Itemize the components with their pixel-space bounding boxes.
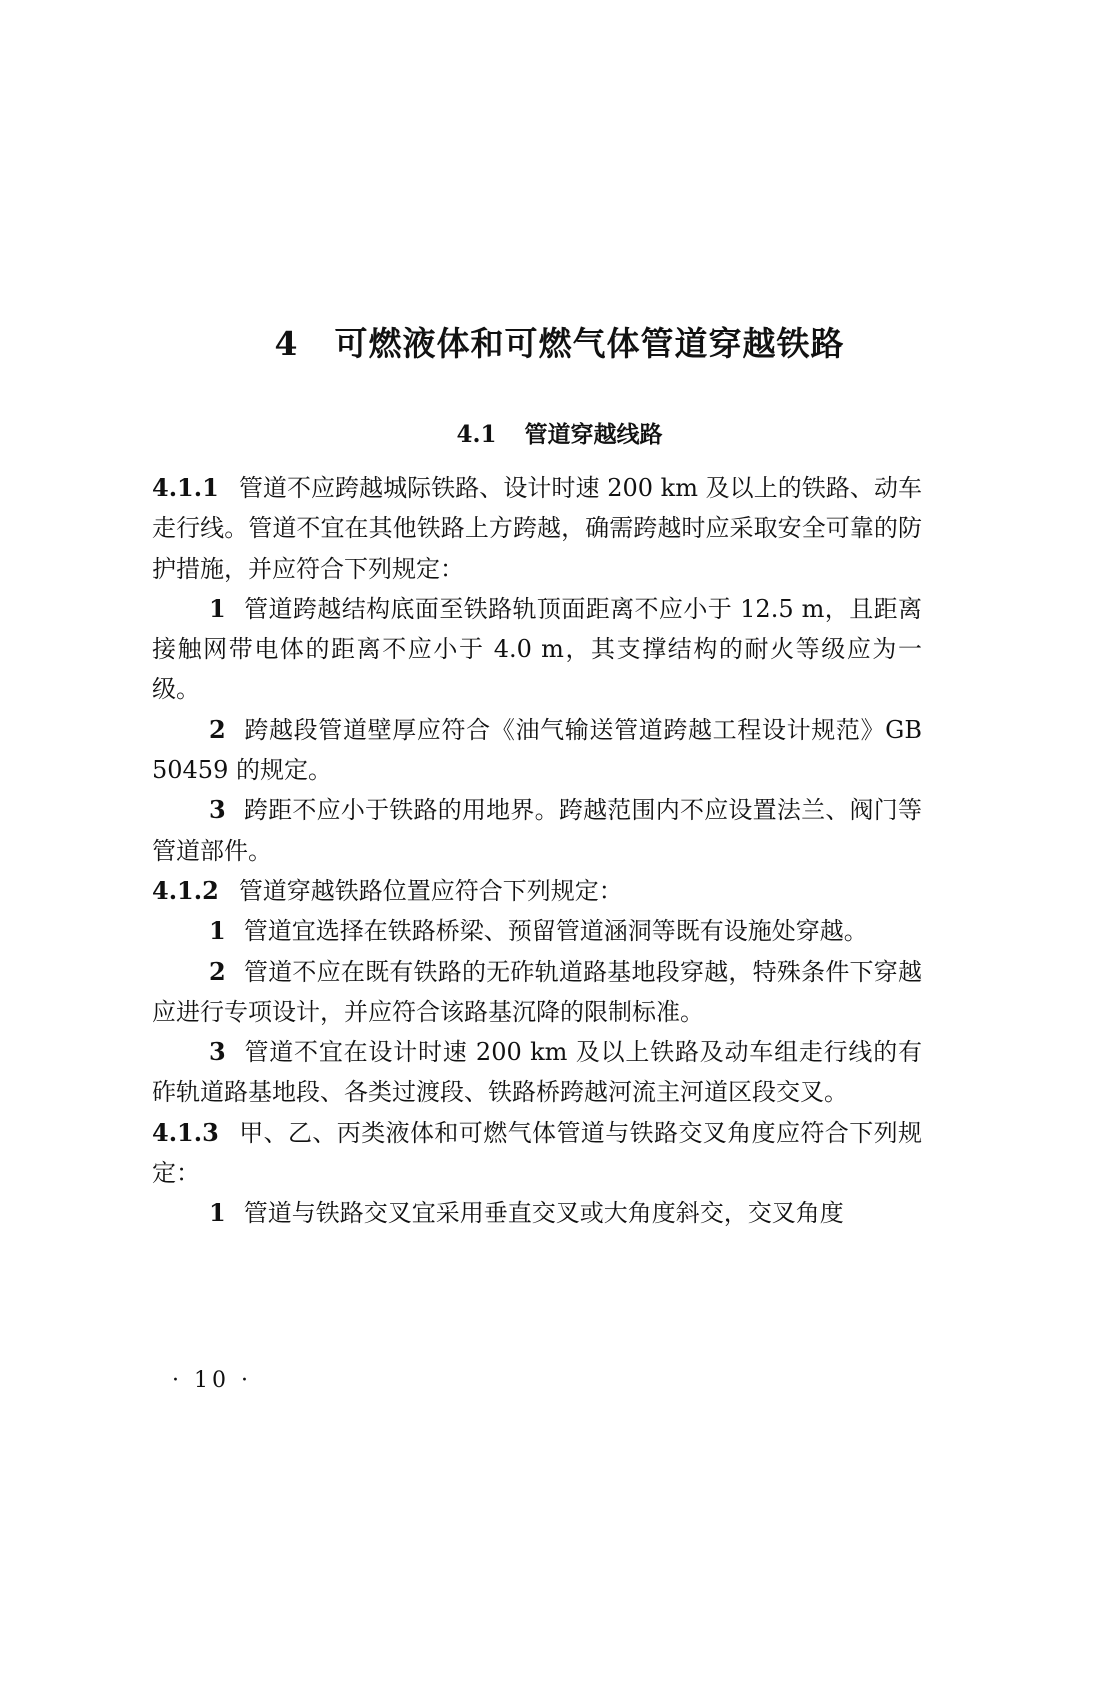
item-number: 3 <box>209 795 226 825</box>
list-item <box>152 589 922 710</box>
item-text: 管道跨越结构底面至铁路轨顶面距离不应小于 12.5 m，且距离接触网带电体的距离不应小于 4.0 m，其支撑结构的耐火等级应为一级。 <box>152 594 922 704</box>
clause-text: 甲、乙、丙类液体和可燃气体管道与铁路交叉角度应符合下列规定： <box>152 1118 922 1188</box>
item-number: 1 <box>209 916 226 946</box>
item-number: 1 <box>209 1198 226 1228</box>
item-text: 跨越段管道壁厚应符合《油气输送管道跨越工程设计规范》GB 50459 的规定。 <box>152 715 922 785</box>
chapter-title-text: 可燃液体和可燃气体管道穿越铁路 <box>334 324 845 363</box>
list-item <box>152 1193 922 1233</box>
clause-number: 4.1.2 <box>152 875 219 905</box>
item-number: 3 <box>209 1037 226 1067</box>
clause-4-1-2 <box>152 871 922 911</box>
list-item <box>152 1032 922 1113</box>
clause-number: 4.1.1 <box>152 473 219 502</box>
item-text: 管道不宜在设计时速 200 km 及以上铁路及动车组走行线的有砟轨道路基地段、各类过渡段、铁路桥跨越河流主河道区段交叉。 <box>152 1038 922 1107</box>
clause-number: 4.1.3 <box>152 1117 219 1147</box>
list-item <box>152 911 922 951</box>
section-title-text: 管道穿越线路 <box>524 422 663 448</box>
list-item <box>152 710 922 791</box>
item-number: 2 <box>209 714 226 744</box>
item-number: 1 <box>209 593 226 623</box>
clause-text: 管道穿越铁路位置应符合下列规定： <box>238 876 623 905</box>
item-text: 管道与铁路交叉宜采用垂直交叉或大角度斜交，交叉角度 <box>243 1199 844 1228</box>
document-body <box>152 468 922 1234</box>
section-number: 4.1 <box>456 421 497 448</box>
item-number: 2 <box>209 956 226 986</box>
list-item <box>152 790 922 871</box>
clause-4-1-1 <box>152 468 922 589</box>
clause-text: 管道不应跨越城际铁路、设计时速 200 km 及以上的铁路、动车走行线。管道不宜在其他铁路上方跨越，确需跨越时应采取安全可靠的防护措施，并应符合下列规定： <box>152 474 922 583</box>
chapter-title <box>0 318 1119 365</box>
item-text: 跨距不应小于铁路的用地界。跨越范围内不应设置法兰、阀门等管道部件。 <box>152 796 922 865</box>
page-number: · 10 · <box>172 1368 252 1393</box>
section-title <box>0 416 1119 449</box>
list-item <box>152 952 922 1033</box>
clause-4-1-3 <box>152 1113 922 1194</box>
chapter-number: 4 <box>274 324 299 363</box>
item-text: 管道不应在既有铁路的无砟轨道路基地段穿越，特殊条件下穿越应进行专项设计，并应符合该路基沉降的限制标准。 <box>152 957 922 1026</box>
item-text: 管道宜选择在铁路桥梁、预留管道涵洞等既有设施处穿越。 <box>243 917 868 946</box>
